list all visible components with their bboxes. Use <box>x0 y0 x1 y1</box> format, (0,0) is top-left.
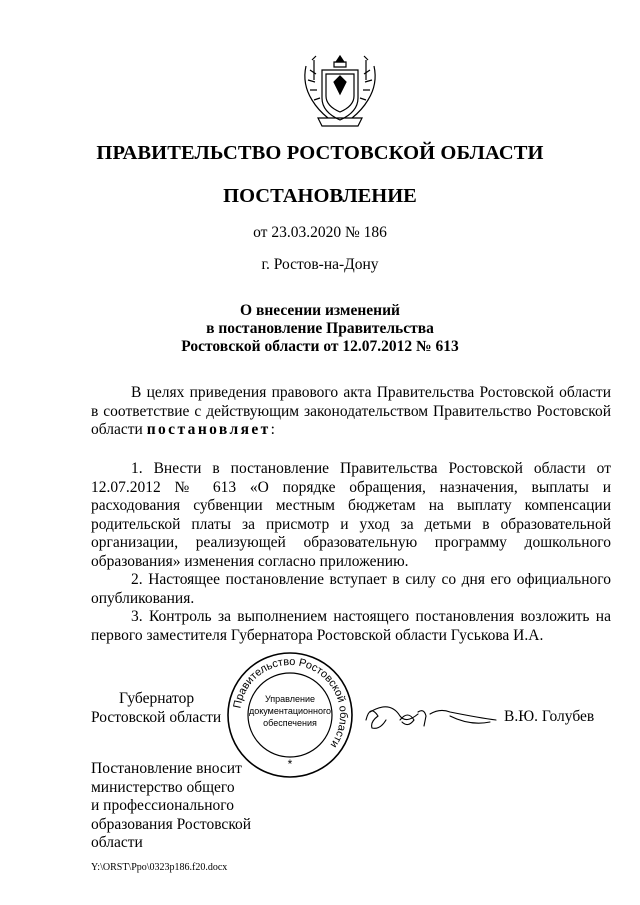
stamp-star: * <box>287 757 293 771</box>
resolution-item-2: 2. Настоящее постановление вступает в силу со дня его официального опубликования. <box>91 571 611 607</box>
introduced-by-line-5: области <box>91 834 143 851</box>
introduced-by-block <box>91 760 251 853</box>
signatory-name: В.Ю. Голубев <box>504 708 595 725</box>
document-type: ПОСТАНОВЛЕНИЕ <box>223 185 417 207</box>
stamp-outer-text-path: Правительство Ростовской области <box>231 655 350 751</box>
preamble-colon: : <box>270 421 275 438</box>
stamp-inner-line-2: документационного <box>248 706 332 716</box>
signatory-role-line-2: Ростовской области <box>91 708 222 726</box>
footer-file-path: Y:\ORST\Ppo\0323p186.f20.docx <box>91 862 228 873</box>
subject-line-1: О внесении изменений <box>240 302 400 319</box>
preamble-paragraph <box>91 384 611 440</box>
introduced-by-line-2: министерство общего <box>91 778 235 796</box>
stamp-inner-line-1: Управление <box>264 694 316 704</box>
coat-of-arms-emblem <box>300 52 380 130</box>
preamble-text: В целях приведения правового акта Правительства Ростовской области в соответствие с действующим законодательством Правительство Ростовской области <box>91 384 611 438</box>
introduced-by-line-1: Постановление вносит <box>91 760 242 777</box>
resolution-items <box>91 460 611 645</box>
subject-line-2: в постановление Правительства <box>206 320 434 337</box>
introduced-by-line-4: образования Ростовской <box>91 815 252 833</box>
signatory-role <box>91 690 221 727</box>
document-date-number: от 23.03.2020 № 186 <box>253 224 387 241</box>
resolution-item-1: 1. Внести в постановление Правительства Ростовской области от 12.07.2012 № 613 «О порядке обращения, назначения, выплаты и расходования субвенции местным бюджетам на выплату компенсации родительской платы за присмотр и уход за детьми в образовательной организации, реализующей образовательную программу дошкольного образования» изменения согласно приложению. <box>91 460 611 570</box>
document-subject <box>0 302 640 356</box>
subject-line-3: Ростовской области от 12.07.2012 № 613 <box>181 338 459 355</box>
signatory-role-line-1: Губернатор <box>119 690 195 707</box>
handwritten-signature <box>360 690 500 738</box>
resolution-item-3: 3. Контроль за выполнением настоящего постановления возложить на первого заместителя Губернатора Ростовской области Гуськова И.А. <box>91 608 611 644</box>
decree-word: постановляет <box>146 421 271 438</box>
stamp-inner-line-3: обеспечения <box>263 718 317 728</box>
document-city: г. Ростов-на-Дону <box>261 256 379 273</box>
government-title: ПРАВИТЕЛЬСТВО РОСТОВСКОЙ ОБЛАСТИ <box>96 142 544 164</box>
introduced-by-line-3: и профессионального <box>91 797 234 814</box>
